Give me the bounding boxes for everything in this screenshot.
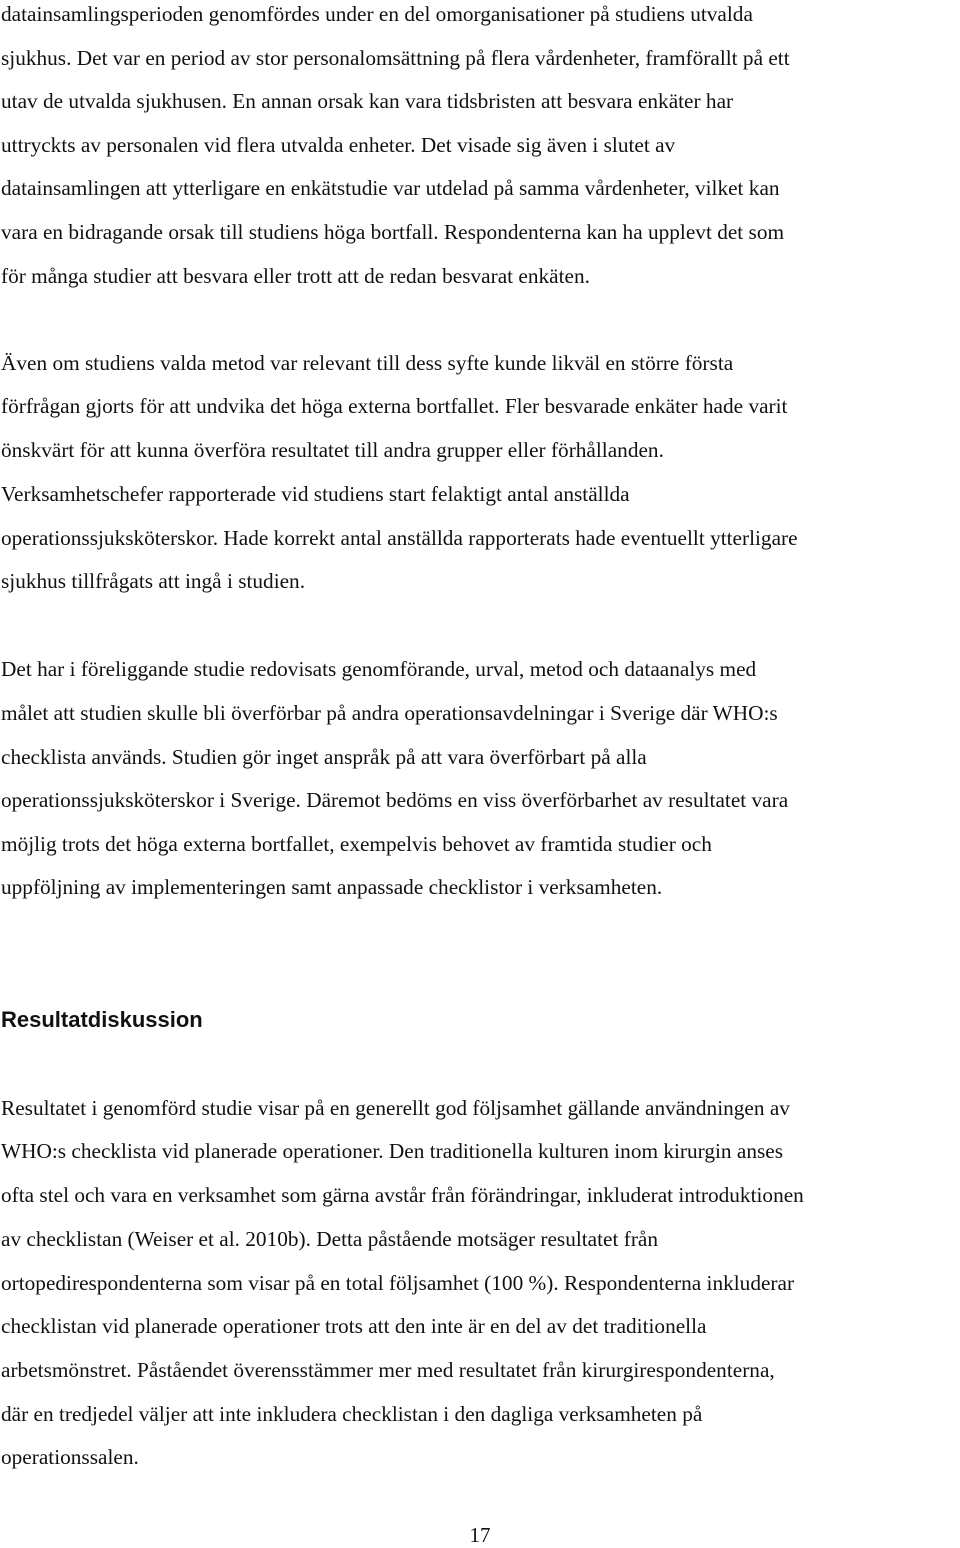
text-line: operationssalen.: [1, 1445, 139, 1469]
text-line: WHO:s checklista vid planerade operationer. Den traditionella kulturen inom kirurgin anses: [1, 1139, 784, 1163]
text-line: datainsamlingen att ytterligare en enkätstudie var utdelad på samma vårdenheter, vilket kan: [1, 176, 780, 200]
text-line: målet att studien skulle bli överförbar på andra operationsavdelningar i Sverige där WHO:s: [1, 701, 778, 725]
text-line: arbetsmönstret. Påståendet överensstämmer mer med resultatet från kirurgirespondenterna,: [1, 1358, 775, 1382]
page-number: 17: [469, 1523, 491, 1547]
text-line: sjukhus tillfrågats att ingå i studien.: [1, 569, 306, 593]
text-line: önskvärt för att kunna överföra resultatet till andra grupper eller förhållanden.: [1, 438, 664, 462]
text-line: uppföljning av implementeringen samt anpassade checklistor i verksamheten.: [1, 875, 663, 899]
text-line: uttryckts av personalen vid flera utvalda enheter. Det visade sig även i slutet av: [1, 133, 676, 157]
text-line: ortopedirespondenterna som visar på en total följsamhet (100 %). Respondenterna inkluderar: [1, 1271, 795, 1295]
text-line: checklistan vid planerade operationer trots att den inte är en del av det traditionella: [1, 1314, 707, 1338]
text-line: checklista används. Studien gör inget anspråk på att vara överförbart på alla: [1, 745, 647, 769]
section-heading: Resultatdiskussion: [1, 1007, 203, 1032]
text-line: Resultatet i genomförd studie visar på en generellt god följsamhet gällande användningen av: [1, 1096, 790, 1120]
text-line: där en tredjedel väljer att inte inkludera checklistan i den dagliga verksamheten på: [1, 1402, 703, 1426]
text-line: förfrågan gjorts för att undvika det höga externa bortfallet. Fler besvarade enkäter hade varit: [1, 394, 788, 418]
text-line: Det har i föreliggande studie redovisats genomförande, urval, metod och dataanalys med: [1, 657, 757, 681]
text-line: operationssjuksköterskor. Hade korrekt antal anställda rapporterats hade eventuellt ytterligare: [1, 526, 798, 550]
text-line: datainsamlingsperioden genomfördes under en del omorganisationer på studiens utvalda: [1, 2, 753, 26]
text-line: möjlig trots det höga externa bortfallet, exempelvis behovet av framtida studier och: [1, 832, 712, 856]
text-line: utav de utvalda sjukhusen. En annan orsak kan vara tidsbristen att besvara enkäter har: [1, 89, 734, 113]
text-line: Även om studiens valda metod var relevant till dess syfte kunde likväl en större första: [1, 351, 734, 375]
text-line: för många studier att besvara eller trott att de redan besvarat enkäten.: [1, 264, 590, 288]
text-line: sjukhus. Det var en period av stor personalomsättning på flera vårdenheter, framförallt på ett: [1, 46, 790, 70]
text-line: av checklistan (Weiser et al. 2010b). Detta påstående motsäger resultatet från: [1, 1227, 659, 1251]
text-line: Verksamhetschefer rapporterade vid studiens start felaktigt antal anställda: [1, 482, 630, 506]
text-line: operationssjuksköterskor i Sverige. Däremot bedöms en viss överförbarhet av resultatet vara: [1, 788, 789, 812]
text-line: ofta stel och vara en verksamhet som gärna avstår från förändringar, inkluderat introduktionen: [1, 1183, 804, 1207]
text-line: vara en bidragande orsak till studiens höga bortfall. Respondenterna kan ha upplevt det som: [1, 220, 785, 244]
